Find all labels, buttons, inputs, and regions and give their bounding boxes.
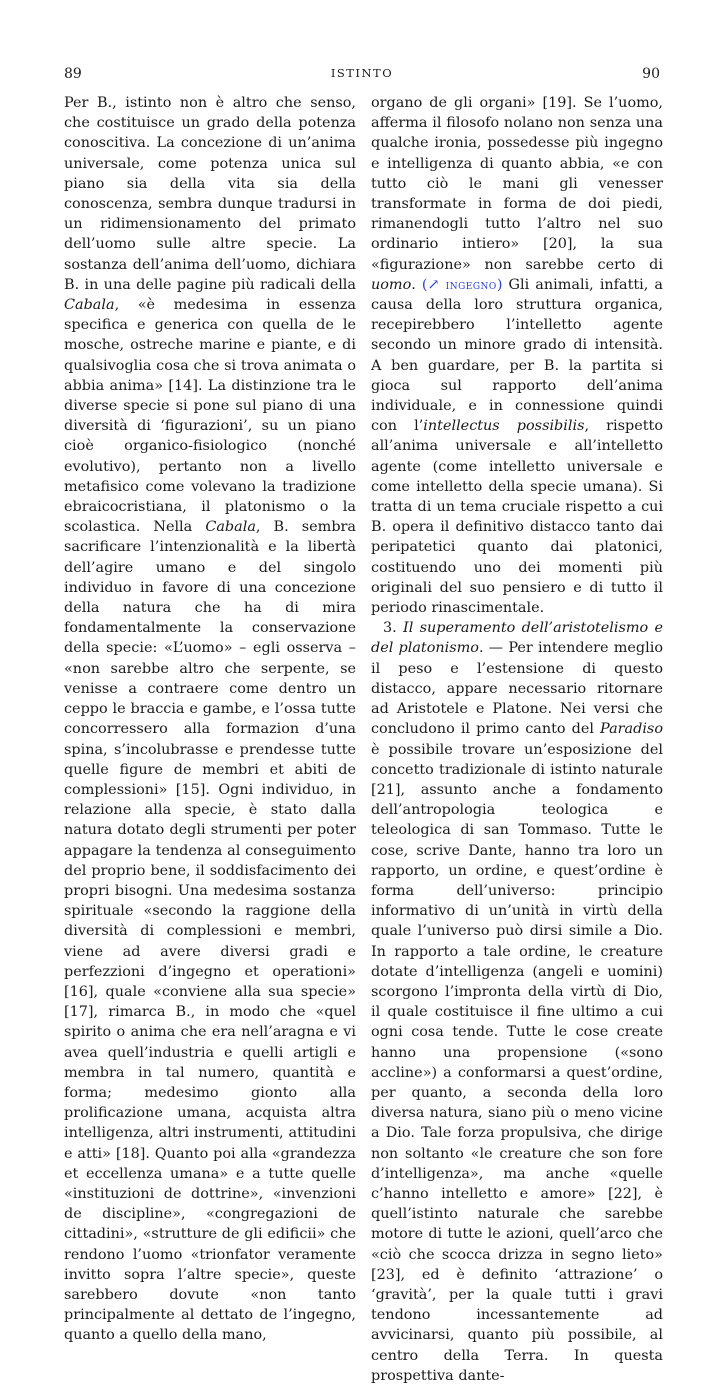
text-run: Per B., istinto non è altro che senso, che costituisce un grado della potenza conoscitiva. La concezione di un’anima universale, come potenza unica sul piano sia della vita sia della conoscenza, sembra dunque tradursi in un ridimensionamento del primato dell’uomo sulle altre specie. La sostanza dell’anima dell’uomo, dichiara B. in una delle pagine più radicali della xyxy=(64,95,356,293)
text-run: , rispetto all’anima universale e all’intelletto agente (come intelletto universale e come intelletto della specie umana). Si tratta di un tema cruciale rispetto a cui B. opera il definitivo distacco tanto dai peripatetici quanto dai platonici, costituendo uno dei momenti più originali del suo pensiero e di tutto il periodo rinascimentale. xyxy=(371,418,663,617)
section-paragraph xyxy=(371,618,663,1386)
italic-title: Cabala xyxy=(64,297,115,314)
cross-reference-link[interactable] xyxy=(422,277,503,293)
cross-reference-close: ) xyxy=(496,276,503,293)
italic-term: intellectus possibilis xyxy=(423,418,585,435)
page-header xyxy=(64,66,660,86)
text-run: Gli animali, infatti, a causa della loro struttura organica, recepirebbero l’intelletto agente secondo un minore grado di intensità. A ben guardare, per B. la partita si gioca sul rapporto dell’anima individuale, e in connessione quindi con l’ xyxy=(371,276,663,435)
text-run: è possibile trovare un’esposizione del concetto tradizionale di istinto naturale [21], assunto anche a fondamento dell’antropologia teologica e teleologica di san Tommaso. Tutte le cose, scrive Dante, hanno tra loro un rapporto, un ordine, e quest’ordine è forma dell’universo: principio informativo di un’unità in virtù della quale l’universo può dirsi simile a Dio. In rapporto a tale ordine, le creature dotate d’intelligenza (angeli e uomini) scorgono l’impronta della virtù di Dio, il quale costituisce il fine ultimo a cui ogni cosa tende. Tutte le cose create hanno una propensione («sono accline») a conformarsi a quest’ordine, per quanto, a seconda della loro diversa natura, siano più o meno vicine a Dio. Tale forza propulsiva, che dirige non soltanto «le creature che son fore d’intelligenza», ma anche «quelle c’hanno intelletto e amore» [22], è quell’istinto naturale che sarebbe motore di tutte le azioni, quell’arco che «ciò che scocca drizza in segno lieto» [23], ed è definito ‘attrazione’ o ‘gravità’, per la quale tutti i gravi tendono incessantemente ad avvicinarsi, quanto più possibile, al centro della Terra. In questa prospettiva dante- xyxy=(371,741,663,1384)
text-run: organo de gli organi» [19]. Se l’uomo, afferma il filosofo nolano non senza una qualche ironia, possedesse più ingegno e intelligenza di quanto abbia, «e con tutto ciò le mani gli venesser transformate in forma de doi piedi, rimanendogli tutto l’altro nel suo ordinario intiero» [20], la sua «figurazione» non sarebbe certo di xyxy=(371,95,663,273)
section-heading: Il superamento dell’aristotelismo e del platonismo xyxy=(371,620,663,657)
section-number: 3. xyxy=(383,620,404,637)
text-run: . xyxy=(411,276,422,293)
left-column xyxy=(64,93,356,1346)
right-column xyxy=(371,93,663,1386)
italic-title: Paradiso xyxy=(600,721,663,738)
text-run: , «è medesima in essenza specifica e generica con quella de le mosche, ostreche marine e piante, e di qualsivoglia cosa che si trova animata o abbia anima» [14]. La distinzione tra le diverse specie si pone sul piano di una diversità di ‘figurazioni’, su un piano cioè organico-fisiologico (nonché evolutivo), pertanto non a livello metafisico come volevano la tradizione ebraicocristiana, il platonismo o la scolastica. Nella xyxy=(64,297,356,536)
italic-title: Cabala xyxy=(205,519,256,536)
cross-reference-label: ingegno xyxy=(445,276,497,292)
running-title: ISTINTO xyxy=(330,66,394,80)
paragraph xyxy=(371,93,663,618)
text-run: , B. sembra sacrificare l’intenzionalità e la libertà dell’agire umano e del singolo individuo in favore di una concezione della natura che ha di mira fondamentalmente la conservazione della specie: «L’uomo» – egli osserva – «non sarebbe altro che serpente, se venisse a contraere come dentro un ceppo le braccia e gambe, e l’ossa tutte concorressero alla formazion d’una spina, s’incolubrasse e prendesse tutte quelle figure de membri et abiti de complessioni» [15]. Ogni individuo, in relazione alla specie, è stato dalla natura dotato degli strumenti per poter appagare la tendenza al conseguimento del proprio bene, il soddisfacimento dei propri bisogni. Una medesima sostanza spirituale «secondo la raggione della diversità di complessioni e membri, viene ad avere diversi gradi e perfezzioni d’ingegno et operationi» [16], quale «conviene alla sua specie» [17], rimarca B., in modo che «quel spirito o anima che era nell’aragna e vi avea quell’industria e quelli artigli e membra in tal numero, quantità e forma; medesimo gionto alla prolificazione umana, acquista altra intelligenza, altri instrumenti, attitudini e atti» [18]. Quanto poi alla «grandezza et eccellenza umana» e a tutte quelle «instituzioni de dottrine», «invenzioni de discipline», «congregazioni de cittadini», «strutture de gli edificii» che rendono l’uomo «trionfator veramente invitto sopra l’altre specie», queste sarebbero dovute «non tanto principalmente al dettato de l’ingegno, quanto a quello della mano, xyxy=(64,519,356,1344)
page-number-left: 89 xyxy=(64,66,82,82)
text-run: . — Per intendere meglio il peso e l’estensione di questo distacco, appare necessario ritornare ad Aristotele e Platone. Nei versi che concludono il primo canto del xyxy=(371,640,664,738)
arrow-icon: (↗ xyxy=(421,276,440,293)
italic-word: uomo xyxy=(371,276,412,293)
page-number-right: 90 xyxy=(642,66,660,82)
paragraph xyxy=(64,93,356,1346)
